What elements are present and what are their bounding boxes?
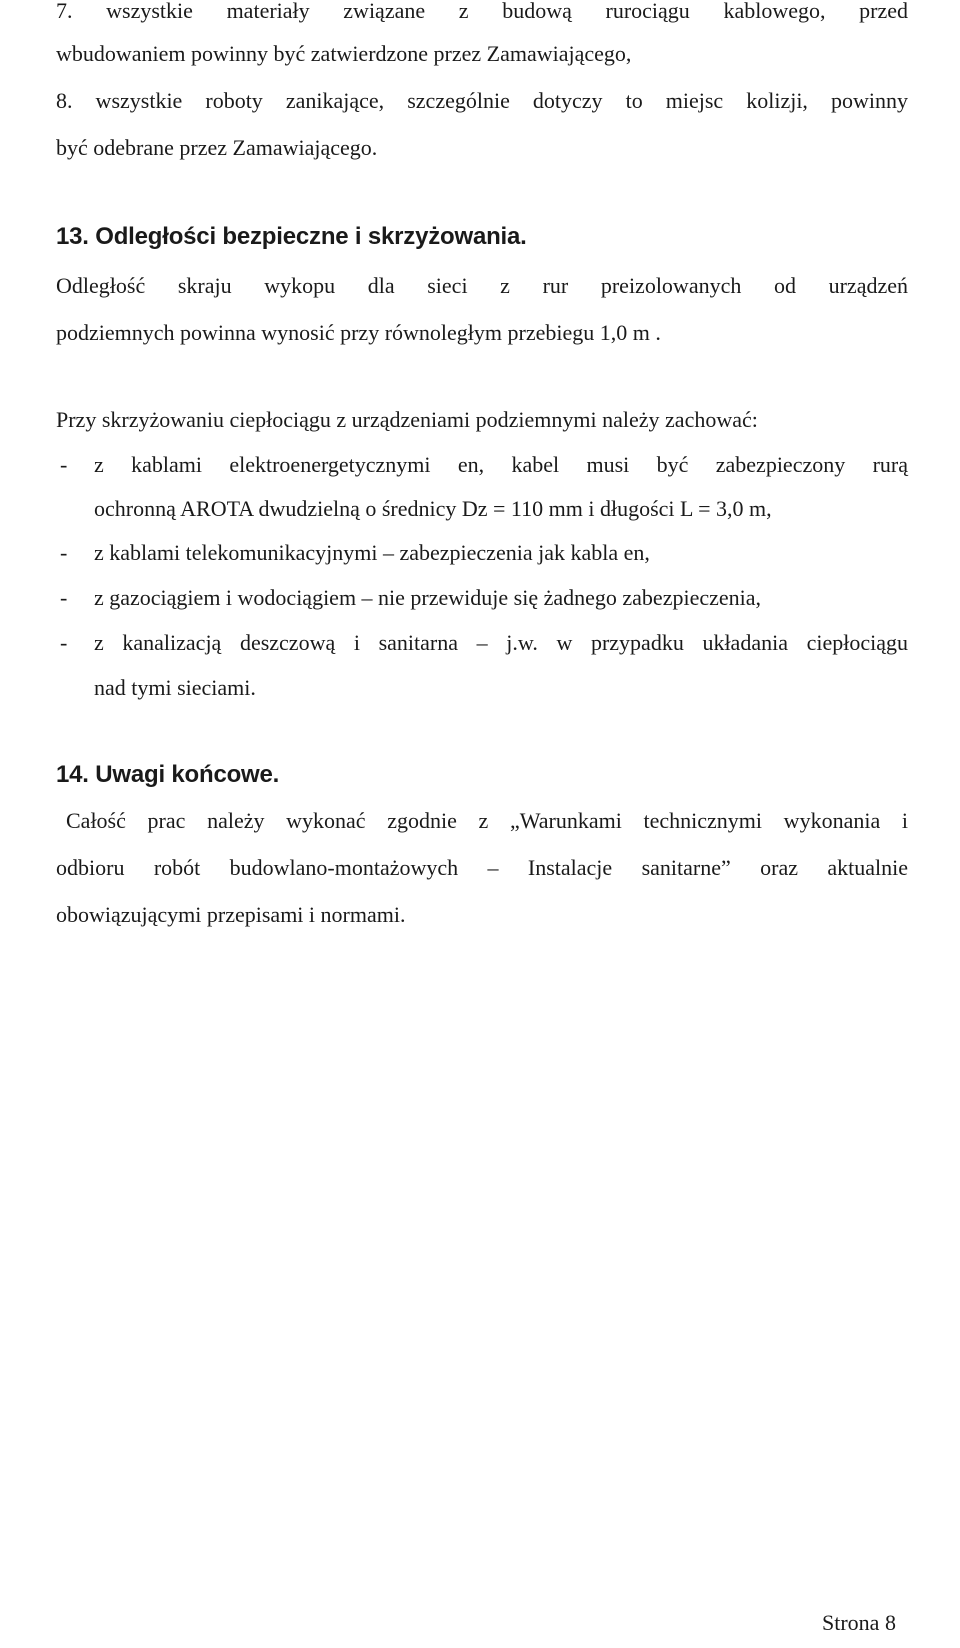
- list-item-8-line-2: być odebrane przez Zamawiającego.: [56, 135, 378, 160]
- section-13-paragraph-line-2: podziemnych powinna wynosić przy równoległym przebiegu 1,0 m .: [56, 320, 661, 345]
- crossing-intro-text: Przy skrzyżowaniu ciepłociągu z urządzeniami podziemnymi należy zachować:: [56, 407, 758, 432]
- bullet-1-line-2: ochronną AROTA dwudzielną o średnicy Dz = 110 mm i długości L = 3,0 m,: [94, 496, 772, 521]
- section-13-paragraph-line-1: Odległość skraju wykopu dla sieci z rur preizolowanych od urządzeń: [56, 273, 908, 298]
- bullet-1-line-1: z kablami elektroenergetycznymi en, kabel musi być zabezpieczony rurą: [94, 452, 908, 477]
- section-14-paragraph-line-3: obowiązującymi przepisami i normami.: [56, 902, 406, 927]
- section-14-heading: 14. Uwagi końcowe.: [56, 761, 280, 788]
- list-item-7-line-1: 7. wszystkie materiały związane z budową rurociągu kablowego, przed: [56, 0, 908, 23]
- bullet-2-line-1: z kablami telekomunikacyjnymi – zabezpieczenia jak kabla en,: [94, 540, 650, 565]
- bullet-dash-1: -: [60, 452, 68, 477]
- bullet-dash-4: -: [60, 630, 68, 655]
- list-item-8-line-1: 8. wszystkie roboty zanikające, szczególnie dotyczy to miejsc kolizji, powinny: [56, 88, 908, 113]
- list-item-7-line-2: wbudowaniem powinny być zatwierdzone przez Zamawiającego,: [56, 41, 632, 66]
- bullet-dash-2: -: [60, 540, 68, 565]
- section-14-paragraph-line-2: odbioru robót budowlano-montażowych – Instalacje sanitarne” oraz aktualnie: [56, 855, 908, 880]
- bullet-4-line-2: nad tymi sieciami.: [94, 675, 256, 700]
- bullet-4-line-1: z kanalizacją deszczową i sanitarna – j.w. w przypadku układania ciepłociągu: [94, 630, 908, 655]
- bullet-dash-3: -: [60, 585, 68, 610]
- page-number: Strona 8: [822, 1610, 896, 1635]
- bullet-3-line-1: z gazociągiem i wodociągiem – nie przewiduje się żadnego zabezpieczenia,: [94, 585, 762, 610]
- section-14-paragraph-line-1: Całość prac należy wykonać zgodnie z „Warunkami technicznymi wykonania i: [66, 808, 908, 833]
- section-13-heading: 13. Odległości bezpieczne i skrzyżowania.: [56, 223, 527, 250]
